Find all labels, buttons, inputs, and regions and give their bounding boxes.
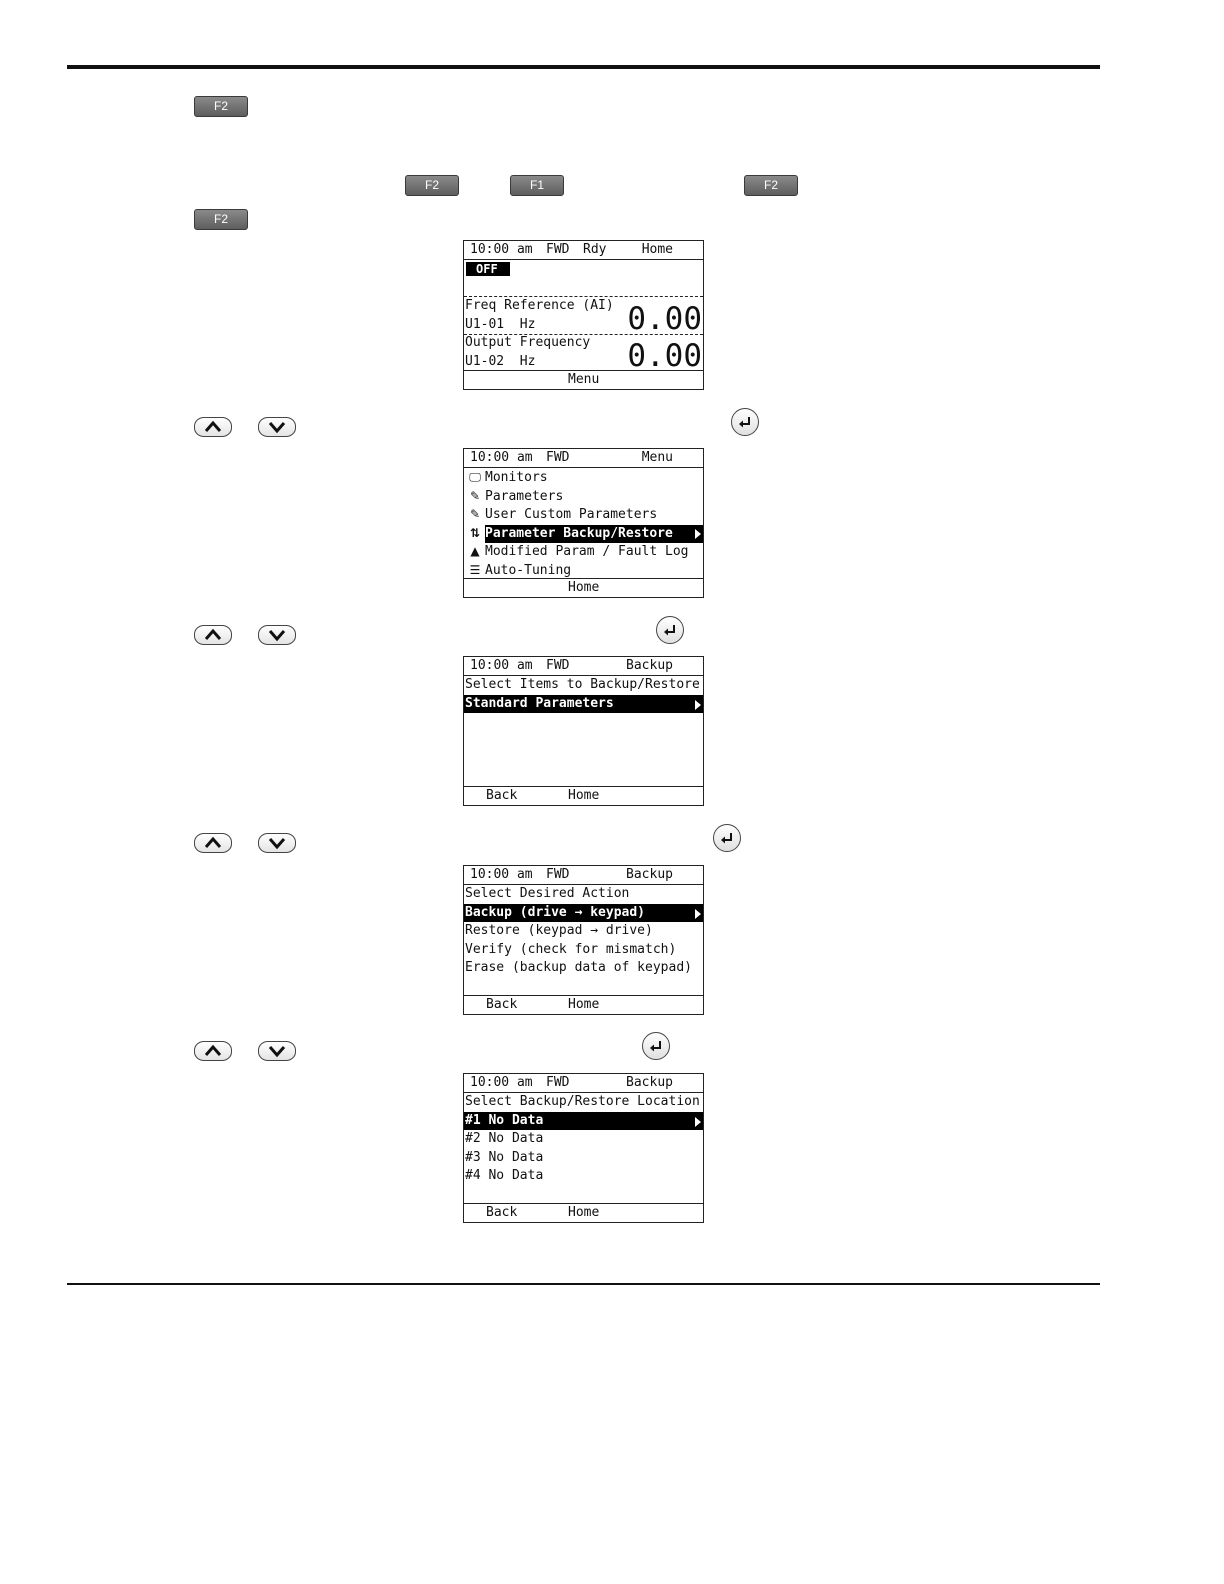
pencil-icon: ✎ xyxy=(469,488,481,503)
monitor-label: Freq Reference (AI) xyxy=(465,298,614,313)
lcd-backup-action-screen xyxy=(463,865,704,1015)
tuning-icon: ☰ xyxy=(469,562,481,577)
direction-indicator: FWD xyxy=(546,867,570,882)
footer-home-label: Home xyxy=(568,788,600,803)
footer-home-label: Home xyxy=(568,1205,600,1220)
up-arrow-key-icon xyxy=(194,1041,232,1061)
list-item-location-1 xyxy=(464,1112,703,1131)
time-readout: 10:00 am xyxy=(470,1075,533,1090)
bottom-rule xyxy=(67,1283,1100,1285)
mode-indicator: Backup xyxy=(626,1075,673,1090)
mode-indicator: Backup xyxy=(626,867,673,882)
footer-back-label: Back xyxy=(486,1205,518,1220)
lcd-footer xyxy=(464,786,703,805)
monitor-icon: 🖵 xyxy=(469,470,481,484)
footer-back-label: Back xyxy=(486,997,518,1012)
list-item-standard-parameters xyxy=(464,695,703,714)
down-arrow-key-icon xyxy=(258,625,296,645)
list-item-location-3: #3 No Data xyxy=(465,1149,544,1165)
direction-indicator: FWD xyxy=(546,242,570,257)
direction-indicator: FWD xyxy=(546,658,570,673)
lcd-backup-items-screen xyxy=(463,656,704,806)
menu-item-label: Parameters xyxy=(485,488,564,504)
monitor-param: U1-02 Hz xyxy=(465,354,536,369)
monitor-label: Output Frequency xyxy=(465,335,591,350)
backup-restore-icon: ⇅ xyxy=(469,525,481,540)
ready-indicator: Rdy xyxy=(583,242,607,257)
lcd-backup-location-screen xyxy=(463,1073,704,1223)
status-bar xyxy=(464,1074,703,1093)
list-item-label: Backup (drive → keypad) xyxy=(465,904,646,920)
down-arrow-key-icon xyxy=(258,1041,296,1061)
screen-heading: Select Backup/Restore Location xyxy=(465,1094,700,1109)
time-readout: 10:00 am xyxy=(470,242,533,257)
f1-key-icon: F1 xyxy=(510,175,564,196)
menu-item-label: Parameter Backup/Restore xyxy=(485,525,704,544)
menu-item-auto-tuning xyxy=(464,561,703,580)
list-item-label: #1 No Data xyxy=(465,1112,544,1128)
direction-indicator: FWD xyxy=(546,1075,570,1090)
screen-heading: Select Desired Action xyxy=(465,886,630,901)
list-item-verify: Verify (check for mismatch) xyxy=(465,941,677,957)
direction-indicator: FWD xyxy=(546,450,570,465)
footer-home-label: Home xyxy=(568,997,600,1012)
lcd-footer xyxy=(464,370,703,389)
footer-menu-label: Menu xyxy=(568,372,600,387)
lcd-footer xyxy=(464,995,703,1014)
enter-key-icon xyxy=(642,1032,670,1060)
f2-key-icon: F2 xyxy=(194,209,248,230)
status-bar xyxy=(464,657,703,676)
down-arrow-key-icon xyxy=(258,417,296,437)
time-readout: 10:00 am xyxy=(470,658,533,673)
up-arrow-key-icon xyxy=(194,625,232,645)
list-item-erase: Erase (backup data of keypad) xyxy=(465,960,692,976)
menu-item-label: Auto-Tuning xyxy=(485,562,572,578)
menu-item-label: Monitors xyxy=(485,470,548,485)
pencil-icon: ✎ xyxy=(469,507,481,522)
time-readout: 10:00 am xyxy=(470,450,533,465)
enter-key-icon xyxy=(731,408,759,436)
mode-indicator: Backup xyxy=(626,658,673,673)
screen-heading: Select Items to Backup/Restore xyxy=(465,677,700,692)
footer-back-label: Back xyxy=(486,788,518,803)
selection-arrow-icon xyxy=(695,700,701,710)
f2-key-icon: F2 xyxy=(744,175,798,196)
status-bar xyxy=(464,866,703,885)
top-rule xyxy=(67,65,1100,69)
up-arrow-key-icon xyxy=(194,417,232,437)
warning-icon: ▲ xyxy=(470,544,480,559)
menu-item-user-custom-parameters xyxy=(464,505,703,524)
footer-home-label: Home xyxy=(568,580,600,595)
mode-indicator: Menu xyxy=(641,450,673,465)
enter-key-icon xyxy=(656,616,684,644)
lcd-home-screen xyxy=(463,240,704,390)
time-readout: 10:00 am xyxy=(470,867,533,882)
monitor-param: U1-01 Hz xyxy=(465,317,536,332)
monitor-value: 0.00 xyxy=(627,338,702,374)
down-arrow-key-icon xyxy=(258,833,296,853)
menu-item-parameter-backup-restore xyxy=(464,524,703,543)
selection-arrow-icon xyxy=(695,909,701,919)
status-bar xyxy=(464,449,703,468)
list-item-location-4: #4 No Data xyxy=(465,1168,544,1184)
lcd-menu-screen xyxy=(463,448,704,598)
menu-item-monitors xyxy=(464,468,703,487)
menu-item-modified-param-fault-log xyxy=(464,542,703,561)
selection-arrow-icon xyxy=(695,529,701,539)
menu-item-label: Modified Param / Fault Log xyxy=(485,544,689,560)
enter-key-icon xyxy=(713,824,741,852)
list-item-location-2: #2 No Data xyxy=(465,1131,544,1147)
lcd-footer xyxy=(464,578,703,597)
up-arrow-key-icon xyxy=(194,833,232,853)
menu-item-label: User Custom Parameters xyxy=(485,507,658,523)
mode-indicator: Home xyxy=(641,242,673,257)
monitor-value: 0.00 xyxy=(627,301,702,337)
menu-item-parameters xyxy=(464,487,703,506)
lcd-footer xyxy=(464,1203,703,1222)
f2-key-icon: F2 xyxy=(194,96,248,117)
list-item-label: Standard Parameters xyxy=(465,695,614,711)
list-item-restore: Restore (keypad → drive) xyxy=(465,923,653,939)
off-badge: OFF xyxy=(466,262,510,276)
f2-key-icon: F2 xyxy=(405,175,459,196)
status-bar xyxy=(464,241,703,260)
selection-arrow-icon xyxy=(695,1117,701,1127)
list-item-backup xyxy=(464,904,703,923)
